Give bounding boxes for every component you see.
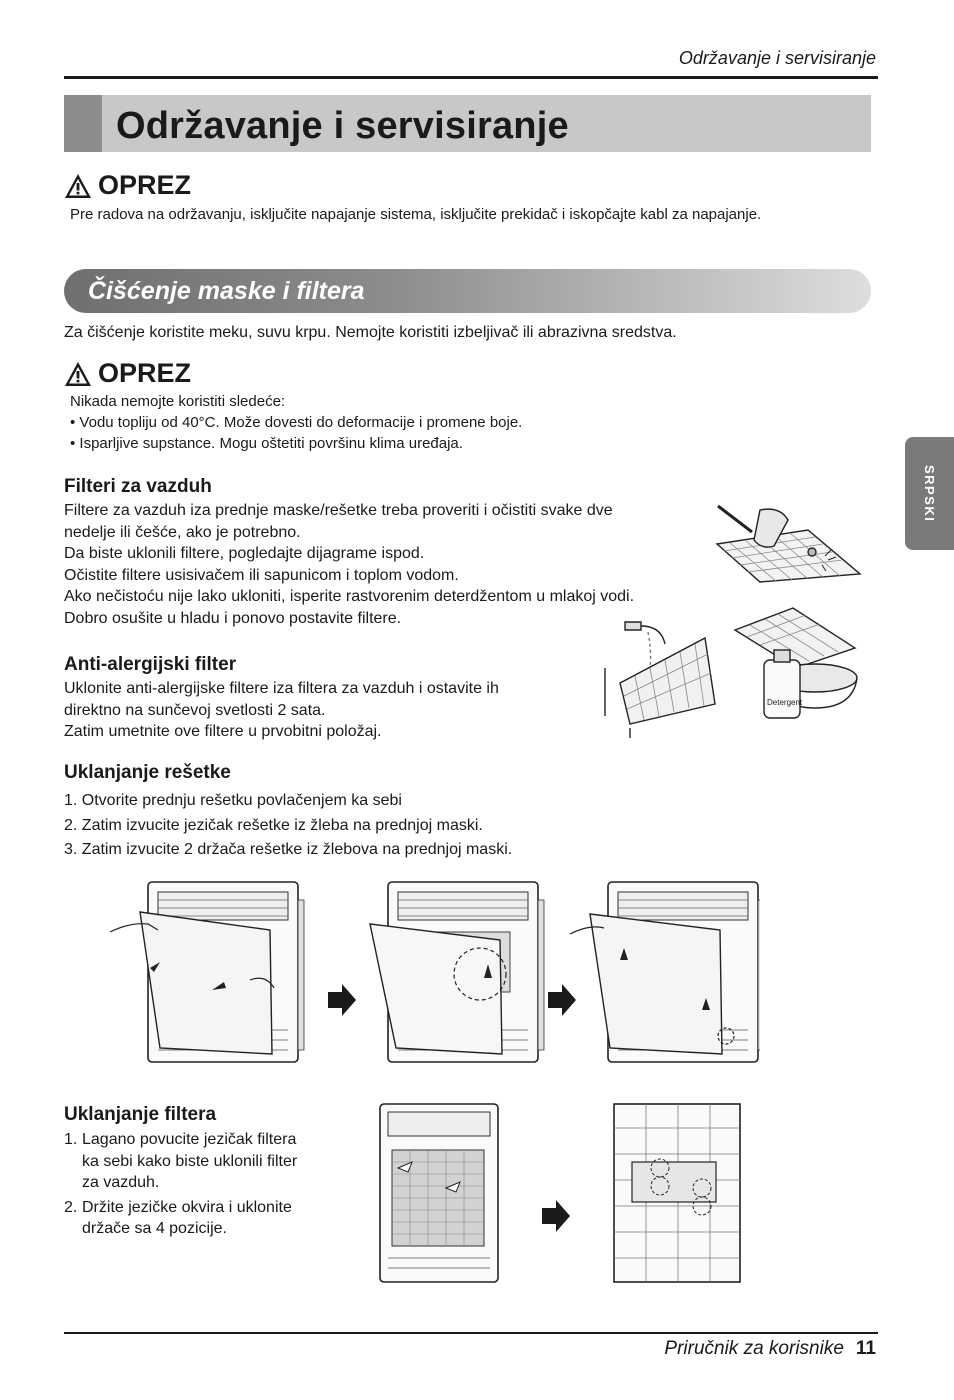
step-item <box>64 1197 334 1240</box>
text-line: Ako nečistoću nije lako ukloniti, isperite rastvorenim deterdžentom u mlakoj vodi. <box>64 588 635 606</box>
text-line: Držite jezičke okvira i uklonite <box>82 1198 292 1216</box>
section-intro: Za čišćenje koristite meku, suvu krpu. Nemojte koristiti izbeljivač ili abrazivna sredstva. <box>64 324 677 341</box>
text-line: držače sa 4 pozicije. <box>82 1220 227 1238</box>
wash-basin-drawing <box>735 608 857 718</box>
arrow-right-icon <box>548 984 576 1016</box>
footer-rule <box>64 1332 878 1334</box>
section-title: Čišćenje maske i filtera <box>88 277 365 305</box>
page-number: 11 <box>855 1338 876 1359</box>
filter-step-1-drawing <box>380 1104 498 1282</box>
caution-label: OPREZ <box>98 358 192 388</box>
step-number: 2. <box>64 1198 78 1216</box>
caution-label: OPREZ <box>98 170 192 200</box>
filter-step-2-drawing <box>614 1104 740 1282</box>
title-accent-block <box>64 95 102 152</box>
caution-heading <box>64 170 191 201</box>
anti-allergy-heading: Anti-alergijski filter <box>64 654 237 675</box>
header-rule <box>64 76 878 79</box>
text-line: ka sebi kako biste uklonili filter <box>82 1152 298 1170</box>
page-title: Održavanje i servisiranje <box>116 105 569 147</box>
filter-removal-diagrams <box>370 1098 750 1288</box>
air-filters-heading: Filteri za vazduh <box>64 476 212 497</box>
caution-2-item: • Vodu topliju od 40°C. Može dovesti do deformacije i promene boje. <box>70 414 523 431</box>
text-line: Očistite filtere usisivačem ili sapunicom i toplom vodom. <box>64 566 459 584</box>
text-line: Dobro osušite u hladu i ponovo postavite filtere. <box>64 609 402 627</box>
grille-step-2-drawing <box>370 882 544 1062</box>
grille-removal-diagrams <box>100 870 760 1070</box>
caution-2-body <box>70 391 860 454</box>
text-line: nedelje ili češće, ako je potrebno. <box>64 523 301 541</box>
running-header: Održavanje i servisiranje <box>678 48 876 68</box>
grille-step-1-drawing <box>110 882 304 1062</box>
text-line: direktno na sunčevoj svetlosti 2 sata. <box>64 701 326 719</box>
step-item <box>64 1129 334 1194</box>
arrow-right-icon <box>542 1200 570 1232</box>
footer <box>664 1338 876 1360</box>
text-line: Zatim umetnite ove filtere u prvobitni položaj. <box>64 723 382 741</box>
detergent-label: Detergent <box>767 698 803 707</box>
filter-cleaning-illustration <box>600 498 870 738</box>
step-item: 2. Zatim izvucite jezičak rešetke iz žleba na prednjoj maski. <box>64 816 483 834</box>
grille-removal-heading: Uklanjanje rešetke <box>64 762 231 783</box>
air-filters-text <box>64 500 664 630</box>
caution-text: Pre radova na održavanju, isključite napajanje sistema, isključite prekidač i iskopčajte kabl za napajanje. <box>70 206 762 223</box>
footer-manual-title: Priručnik za korisnike <box>664 1338 844 1359</box>
warning-triangle-icon <box>64 361 92 387</box>
rinse-filter-drawing <box>605 622 715 738</box>
grille-step-3-drawing <box>570 882 760 1062</box>
language-tab-label: SRPSKI <box>922 464 937 523</box>
caution-2-lead: Nikada nemojte koristiti sledeće: <box>70 393 286 410</box>
arrow-right-icon <box>328 984 356 1016</box>
step-item: 3. Zatim izvucite 2 držača rešetke iz žlebova na prednjoj maski. <box>64 841 513 858</box>
language-tab-label-wrap <box>905 437 954 550</box>
step-item: 1. Otvorite prednju rešetku povlačenjem ka sebi <box>64 792 402 809</box>
text-line: Uklonite anti-alergijske filtere iza filtera za vazduh i ostavite ih <box>64 680 499 697</box>
grille-removal-steps <box>64 789 764 863</box>
caution-heading-2 <box>64 358 191 389</box>
text-line: Lagano povucite jezičak filtera <box>82 1131 297 1148</box>
text-line: Filtere za vazduh iza prednje maske/rešetke treba proveriti i očistiti svake dve <box>64 502 613 519</box>
text-line: za vazduh. <box>82 1174 160 1192</box>
anti-allergy-text <box>64 678 584 743</box>
vacuum-filter-drawing <box>717 506 860 582</box>
filter-removal-steps <box>64 1129 334 1240</box>
caution-2-item: • Isparljive supstance. Mogu oštetiti površinu klima uređaja. <box>70 435 463 452</box>
step-number: 1. <box>64 1131 78 1148</box>
filter-removal-heading: Uklanjanje filtera <box>64 1104 217 1125</box>
text-line: Da biste uklonili filtere, pogledajte dijagrame ispod. <box>64 545 425 563</box>
warning-triangle-icon <box>64 173 92 199</box>
